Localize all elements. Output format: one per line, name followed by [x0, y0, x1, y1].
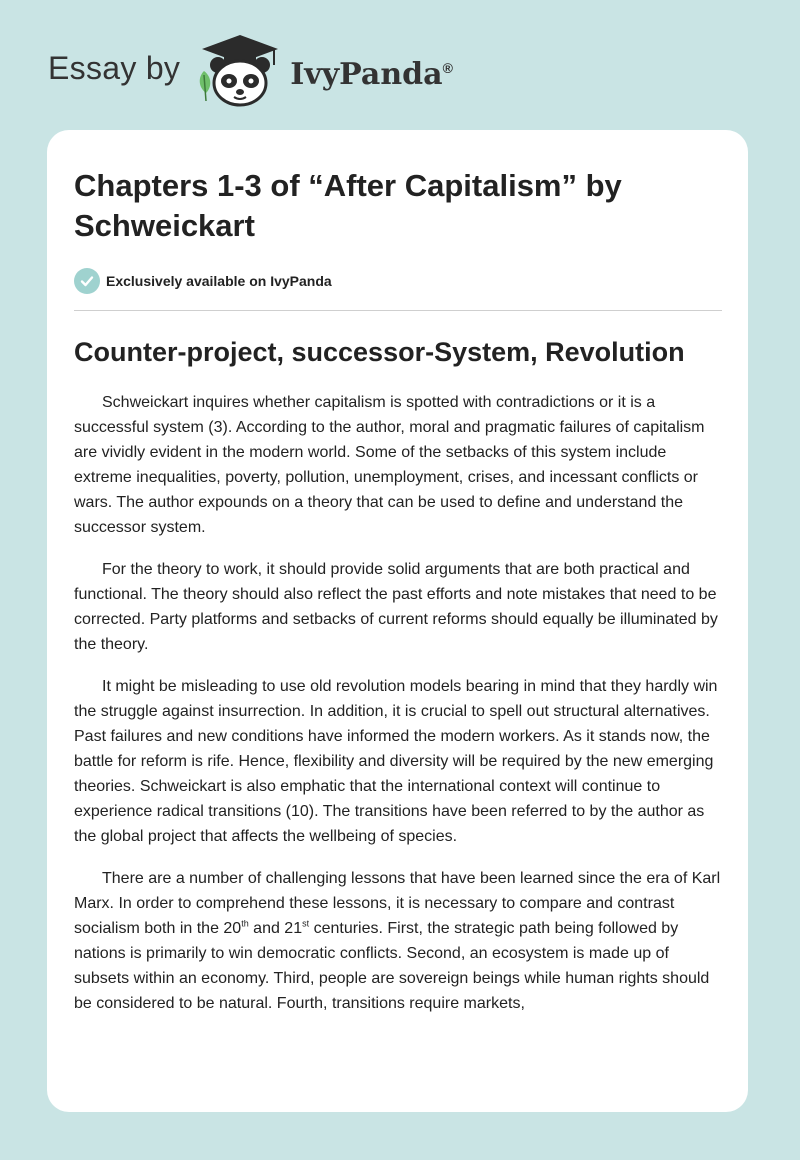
brand-prefix: Essay by	[48, 49, 181, 86]
paragraph: There are a number of challenging lessons that have been learned since the era of Karl Marx. In order to comprehend these lessons, it is necessary to compare and contrast socialism both in the 20th and 21st centuries. First, the strategic path being followed by nations is primarily to win democratic conflicts. Second, an ecosystem is made up of subsets within an economy. Third, people are sovereign beings while human rights should be considered to be natural. Fourth, transitions require markets,	[74, 870, 721, 1012]
page-title: Chapters 1-3 of “After Capitalism” by Schweickart	[74, 168, 622, 243]
paragraph: It might be misleading to use old revolution models bearing in mind that they hardly win the struggle against insurrection. In addition, it is crucial to spell out structural alternatives. Past failures and new conditions have informed the modern workers. As it stands now, the battle for reform is rife. Hence, flexibility and diversity will be required by the new emerging theories. Schweickart is also emphatic that the international context will continue to experience radical transitions (10). The transitions have been referred to by the author as the global project that affects the wellbeing of species.	[74, 678, 718, 845]
check-circle-icon	[74, 268, 100, 294]
divider	[74, 310, 722, 311]
exclusive-badge-text: Exclusively available on IvyPanda	[106, 273, 332, 289]
article-body	[74, 390, 722, 1016]
panda-logo-icon	[194, 31, 286, 107]
brand-name: IvyPanda®	[290, 56, 453, 92]
paragraph: Schweickart inquires whether capitalism is spotted with contradictions or it is a successful system (3). According to the author, moral and pragmatic failures of capitalism are vividly evident in the modern world. Some of the setbacks of this system include extreme inequalities, poverty, pollution, unemployment, crises, and incessant conflicts or wars. The author expounds on a theory that can be used to define and understand the successor system.	[74, 394, 705, 536]
brand-header	[48, 36, 453, 108]
essay-card	[47, 130, 748, 1112]
exclusive-badge	[74, 266, 722, 296]
paragraph: For the theory to work, it should provide solid arguments that are both practical and functional. The theory should also reflect the past efforts and note mistakes that need to be corrected. Party platforms and setbacks of current reforms should equally be illuminated by the theory.	[74, 561, 718, 653]
section-heading: Counter-project, successor-System, Revolution	[74, 337, 685, 367]
